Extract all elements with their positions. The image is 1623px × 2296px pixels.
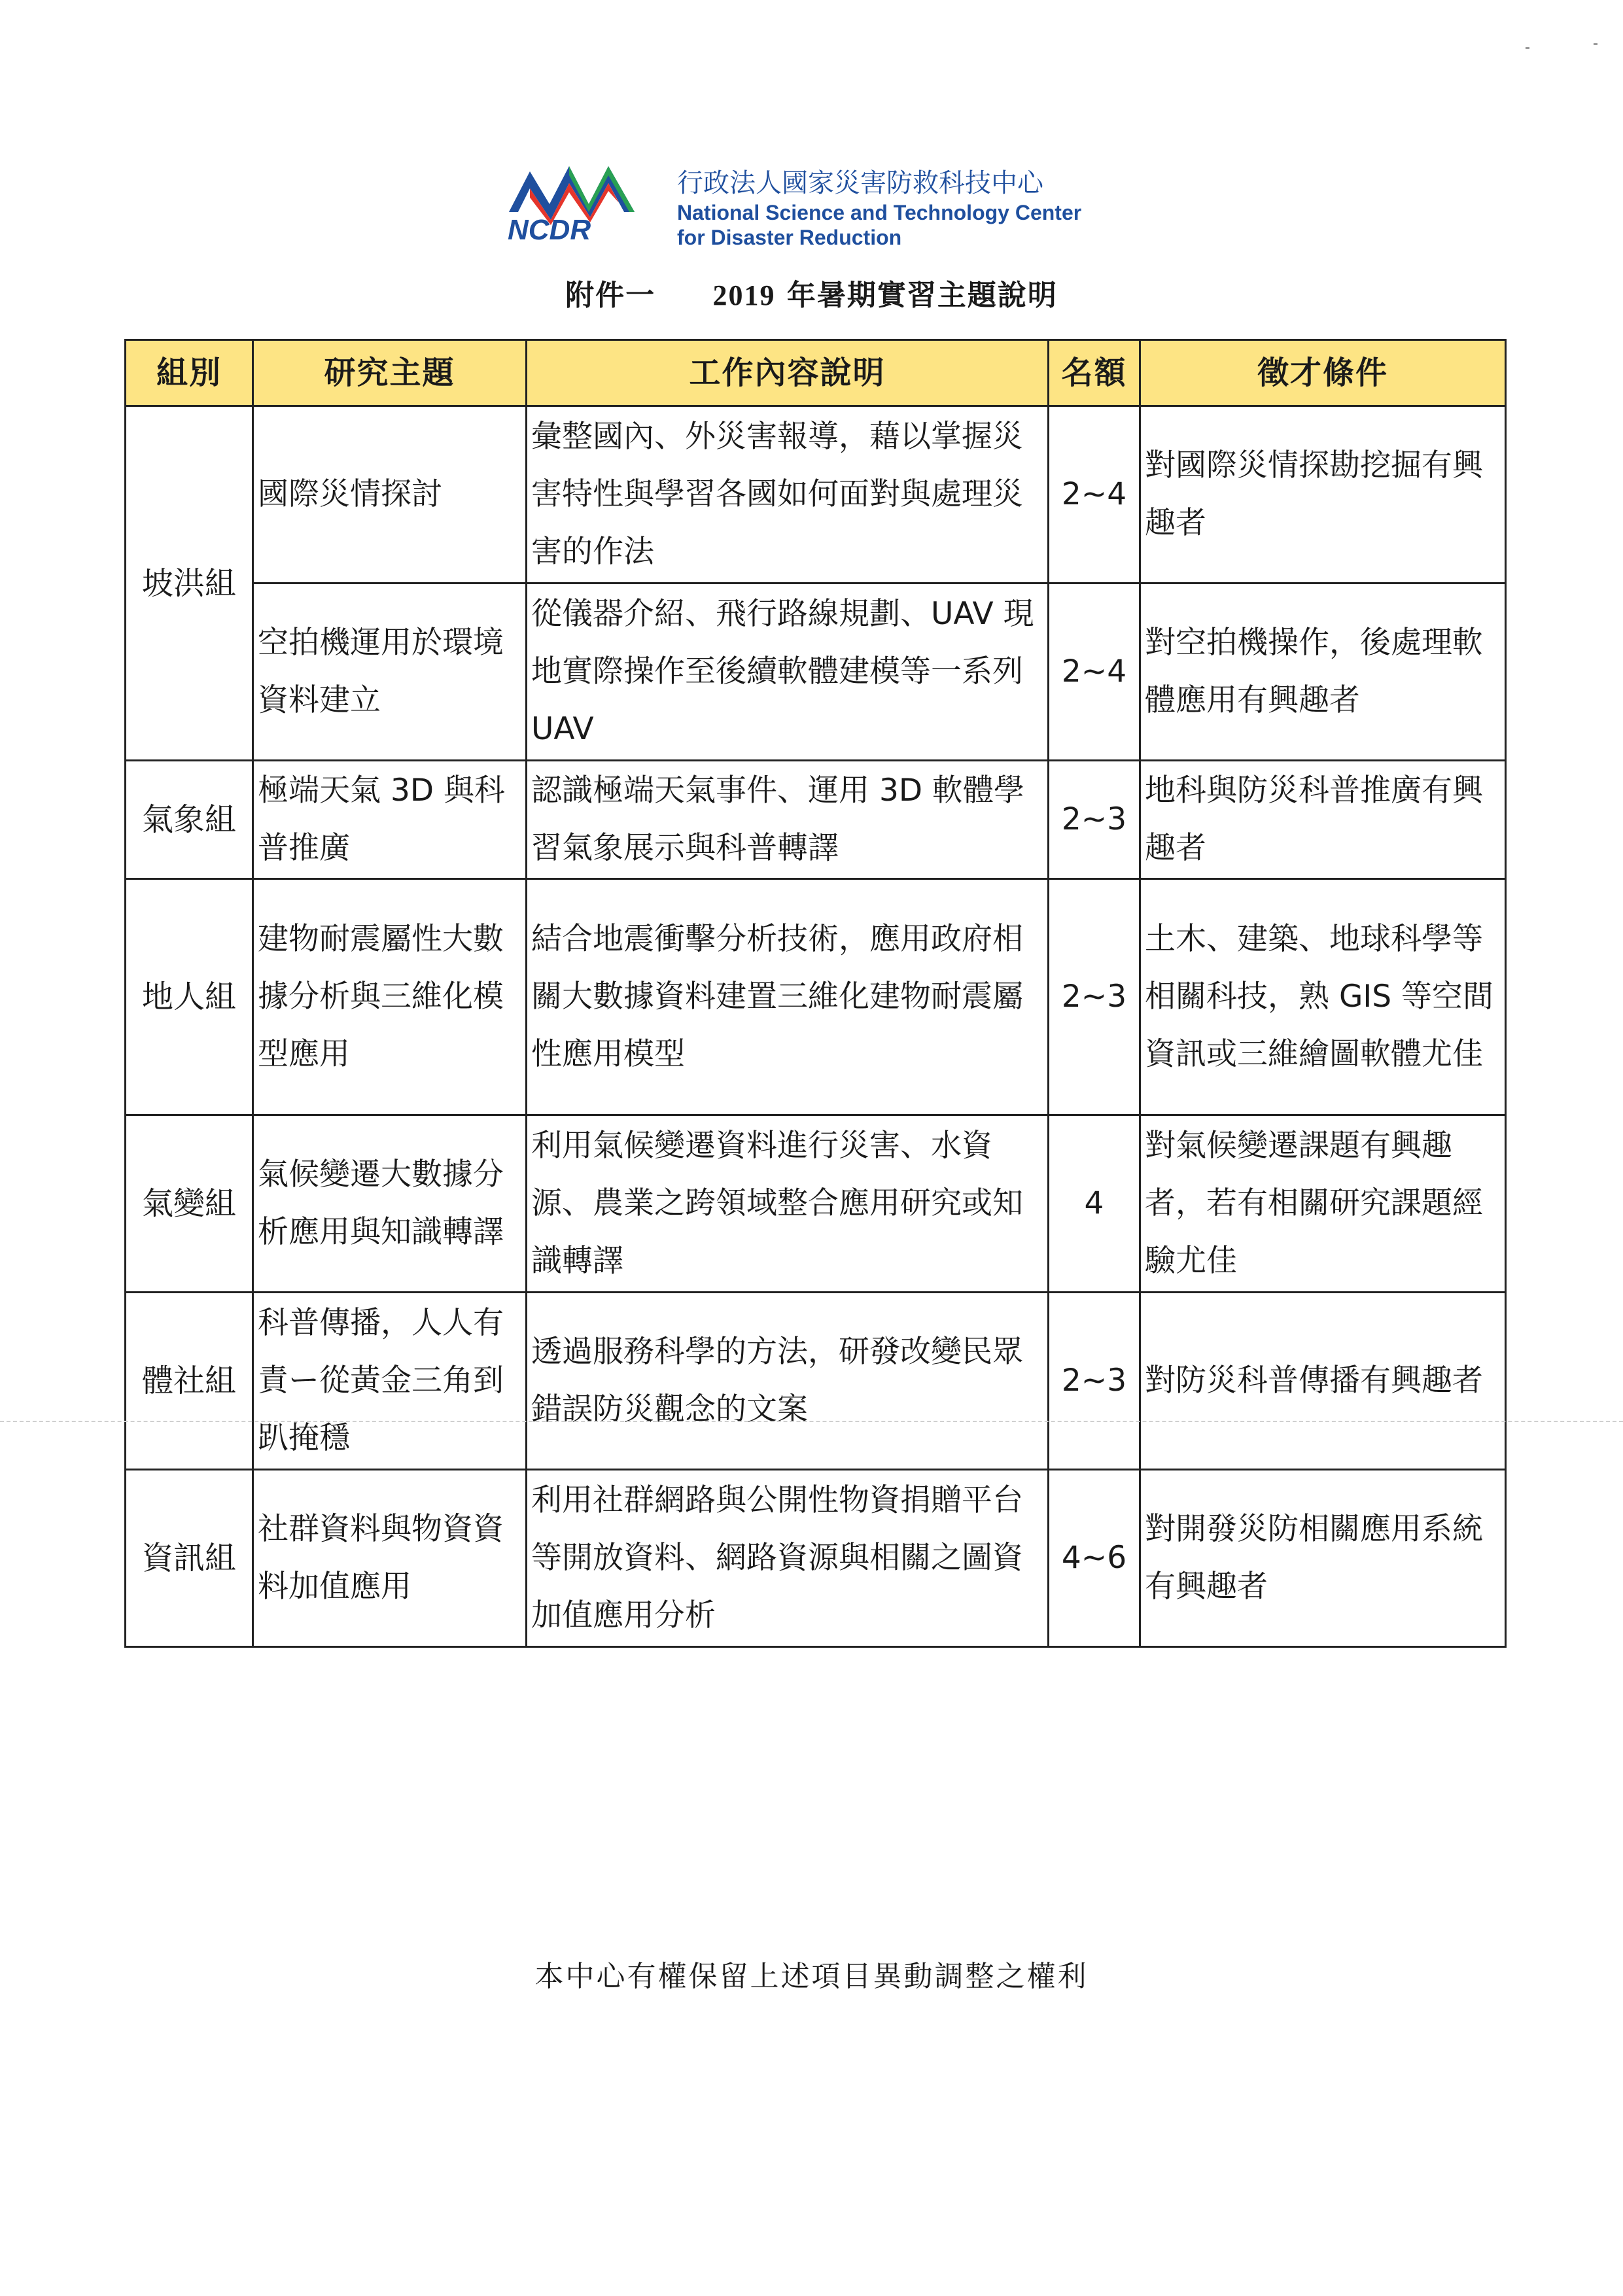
quota-cell: 2~3 bbox=[1049, 761, 1140, 879]
content-cell: 利用氣候變遷資料進行災害、水資源、農業之跨領域整合應用研究或知識轉譯 bbox=[527, 1115, 1049, 1293]
table-header-row bbox=[126, 340, 1506, 406]
requirement-cell: 對開發災防相關應用系統有興趣者 bbox=[1140, 1470, 1506, 1647]
content-cell: 彙整國內、外災害報導，藉以掌握災害特性與學習各國如何面對與處理災害的作法 bbox=[527, 406, 1049, 583]
table-row bbox=[126, 1293, 1506, 1470]
table-row bbox=[126, 1470, 1506, 1647]
group-cell: 資訊組 bbox=[126, 1470, 253, 1647]
org-name-chinese: 行政法人國家災害防救科技中心 bbox=[677, 168, 1043, 198]
scan-speck bbox=[1526, 47, 1529, 49]
column-header-quota: 名額 bbox=[1049, 340, 1140, 406]
group-cell: 地人組 bbox=[126, 879, 253, 1115]
group-cell: 氣象組 bbox=[126, 761, 253, 879]
topic-cell: 國際災情探討 bbox=[253, 406, 527, 583]
topic-cell: 空拍機運用於環境資料建立 bbox=[253, 583, 527, 761]
org-names bbox=[677, 166, 1081, 250]
quota-cell: 2~3 bbox=[1049, 879, 1140, 1115]
requirement-cell: 土木、建築、地球科學等相關科技，熟 GIS 等空間資訊或三維繪圖軟體尤佳 bbox=[1140, 879, 1506, 1115]
content-cell: 利用社群網路與公開性物資捐贈平台等開放資料、網路資源與相關之圖資加值應用分析 bbox=[527, 1470, 1049, 1647]
org-name-english-line1: National Science and Technology Center bbox=[677, 201, 1082, 224]
internship-topics-table bbox=[124, 339, 1507, 1648]
group-cell: 氣變組 bbox=[126, 1115, 253, 1293]
scan-speck bbox=[1594, 43, 1597, 45]
requirement-cell: 對空拍機操作，後處理軟體應用有興趣者 bbox=[1140, 583, 1506, 761]
quota-cell: 4 bbox=[1049, 1115, 1140, 1293]
ncdr-logo bbox=[504, 152, 648, 243]
org-name-english-line2: for Disaster Reduction bbox=[677, 226, 902, 249]
table-row bbox=[126, 406, 1506, 583]
group-cell: 體社組 bbox=[126, 1293, 253, 1470]
svg-text:NCDR: NCDR bbox=[508, 214, 591, 243]
column-header-requirement: 徵才條件 bbox=[1140, 340, 1506, 406]
table-row bbox=[126, 879, 1506, 1115]
title-topic: 年暑期實習主題說明 bbox=[786, 279, 1058, 312]
column-header-content: 工作內容說明 bbox=[527, 340, 1049, 406]
quota-cell: 2~3 bbox=[1049, 1293, 1140, 1470]
annex-label: 附件一 bbox=[565, 279, 656, 312]
topic-cell: 科普傳播，人人有責ー從黃金三角到趴掩穩 bbox=[253, 1293, 527, 1470]
topic-cell: 社群資料與物資資料加值應用 bbox=[253, 1470, 527, 1647]
title-year: 2019 bbox=[712, 279, 776, 311]
column-header-group: 組別 bbox=[126, 340, 253, 406]
quota-cell: 2~4 bbox=[1049, 583, 1140, 761]
requirement-cell: 對防災科普傳播有興趣者 bbox=[1140, 1293, 1506, 1470]
content-cell: 認識極端天氣事件、運用 3D 軟體學習氣象展示與科普轉譯 bbox=[527, 761, 1049, 879]
content-cell: 結合地震衝擊分析技術，應用政府相關大數據資料建置三維化建物耐震屬性應用模型 bbox=[527, 879, 1049, 1115]
requirement-cell: 地科與防災科普推廣有興趣者 bbox=[1140, 761, 1506, 879]
table-row bbox=[126, 1115, 1506, 1293]
scan-fold-line bbox=[0, 1421, 1623, 1422]
topic-cell: 建物耐震屬性大數據分析與三維化模型應用 bbox=[253, 879, 527, 1115]
quota-cell: 4~6 bbox=[1049, 1470, 1140, 1647]
column-header-topic: 研究主題 bbox=[253, 340, 527, 406]
content-cell: 從儀器介紹、飛行路線規劃、UAV 現地實際操作至後續軟體建模等一系列 UAV bbox=[527, 583, 1049, 761]
table-row bbox=[126, 583, 1506, 761]
quota-cell: 2~4 bbox=[1049, 406, 1140, 583]
group-cell: 坡洪組 bbox=[126, 406, 253, 761]
table-row bbox=[126, 761, 1506, 879]
requirement-cell: 對氣候變遷課題有興趣者，若有相關研究課題經驗尤佳 bbox=[1140, 1115, 1506, 1293]
content-cell: 透過服務科學的方法，研發改變民眾錯誤防災觀念的文案 bbox=[527, 1293, 1049, 1470]
requirement-cell: 對國際災情探勘挖掘有興趣者 bbox=[1140, 406, 1506, 583]
document-title bbox=[0, 271, 1623, 313]
topic-cell: 氣候變遷大數據分析應用與知識轉譯 bbox=[253, 1115, 527, 1293]
letterhead bbox=[504, 152, 1158, 249]
topic-cell: 極端天氣 3D 與科普推廣 bbox=[253, 761, 527, 879]
footer-note: 本中心有權保留上述項目異動調整之權利 bbox=[534, 1960, 1089, 1993]
